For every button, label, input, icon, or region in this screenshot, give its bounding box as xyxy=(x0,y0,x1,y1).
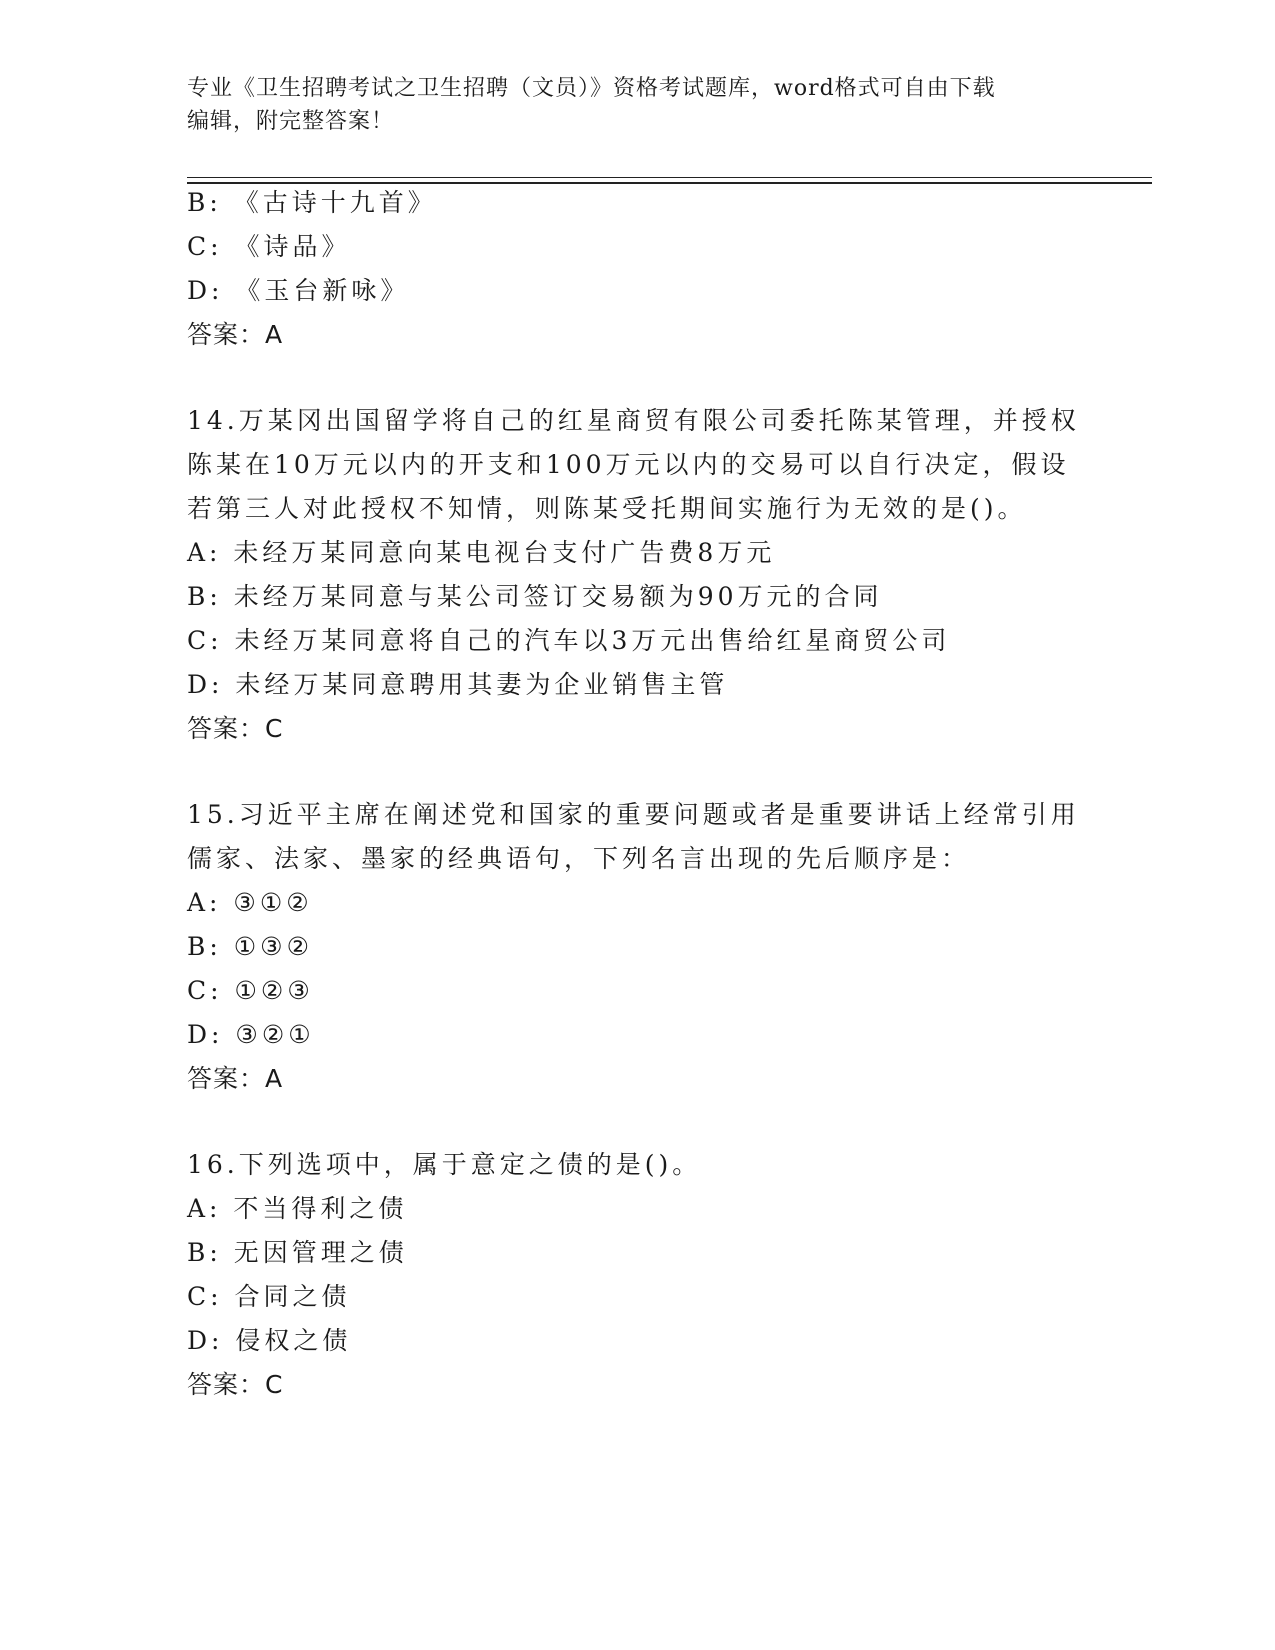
q15-option-b: B: ①③② xyxy=(187,932,313,961)
q13-option-b: B: 《古诗十九首》 xyxy=(187,188,437,217)
q14-option-b: B: 未经万某同意与某公司签订交易额为90万元的合同 xyxy=(187,582,883,611)
q15-stem-line-1: 15.习近平主席在阐述党和国家的重要问题或者是重要讲话上经常引用 xyxy=(187,800,1080,829)
q16-option-d: D: 侵权之债 xyxy=(187,1326,352,1355)
q15-stem-line-2: 儒家、法家、墨家的经典语句，下列名言出现的先后顺序是： xyxy=(187,844,971,873)
q14-stem-line-2: 陈某在10万元以内的开支和100万元以内的交易可以自行决定，假设 xyxy=(187,450,1070,479)
q14-stem-line-3: 若第三人对此授权不知情，则陈某受托期间实施行为无效的是()。 xyxy=(187,494,1027,523)
q14-option-a: A: 未经万某同意向某电视台支付广告费8万元 xyxy=(187,538,776,567)
q14-option-d: D: 未经万某同意聘用其妻为企业销售主管 xyxy=(187,670,729,699)
q16-stem: 16.下列选项中，属于意定之债的是()。 xyxy=(187,1150,702,1179)
q16-option-a: A: 不当得利之债 xyxy=(187,1194,408,1223)
q16-answer: 答案：C xyxy=(187,1370,284,1399)
q14-answer: 答案：C xyxy=(187,714,284,743)
header-divider-thick xyxy=(187,182,1152,184)
header-line-1: 专业《卫生招聘考试之卫生招聘（文员）》资格考试题库，word格式可自由下载 xyxy=(187,76,996,101)
q16-option-c: C: 合同之债 xyxy=(187,1282,351,1311)
page-header xyxy=(187,72,1067,138)
q14-stem-line-1: 14.万某冈出国留学将自己的红星商贸有限公司委托陈某管理，并授权 xyxy=(187,406,1080,435)
q15-answer: 答案：A xyxy=(187,1064,284,1093)
q13-answer: 答案：A xyxy=(187,320,284,349)
header-line-2: 编辑，附完整答案！ xyxy=(187,109,395,134)
q15-option-c: C: ①②③ xyxy=(187,976,314,1005)
q14-option-c: C: 未经万某同意将自己的汽车以3万元出售给红星商贸公司 xyxy=(187,626,951,655)
q16-option-b: B: 无因管理之债 xyxy=(187,1238,408,1267)
header-divider-thin xyxy=(187,177,1152,178)
q15-option-a: A: ③①② xyxy=(187,888,313,917)
q13-option-d: D: 《玉台新咏》 xyxy=(187,276,410,305)
q13-option-c: C: 《诗品》 xyxy=(187,232,351,261)
q15-option-d: D: ③②① xyxy=(187,1020,315,1049)
